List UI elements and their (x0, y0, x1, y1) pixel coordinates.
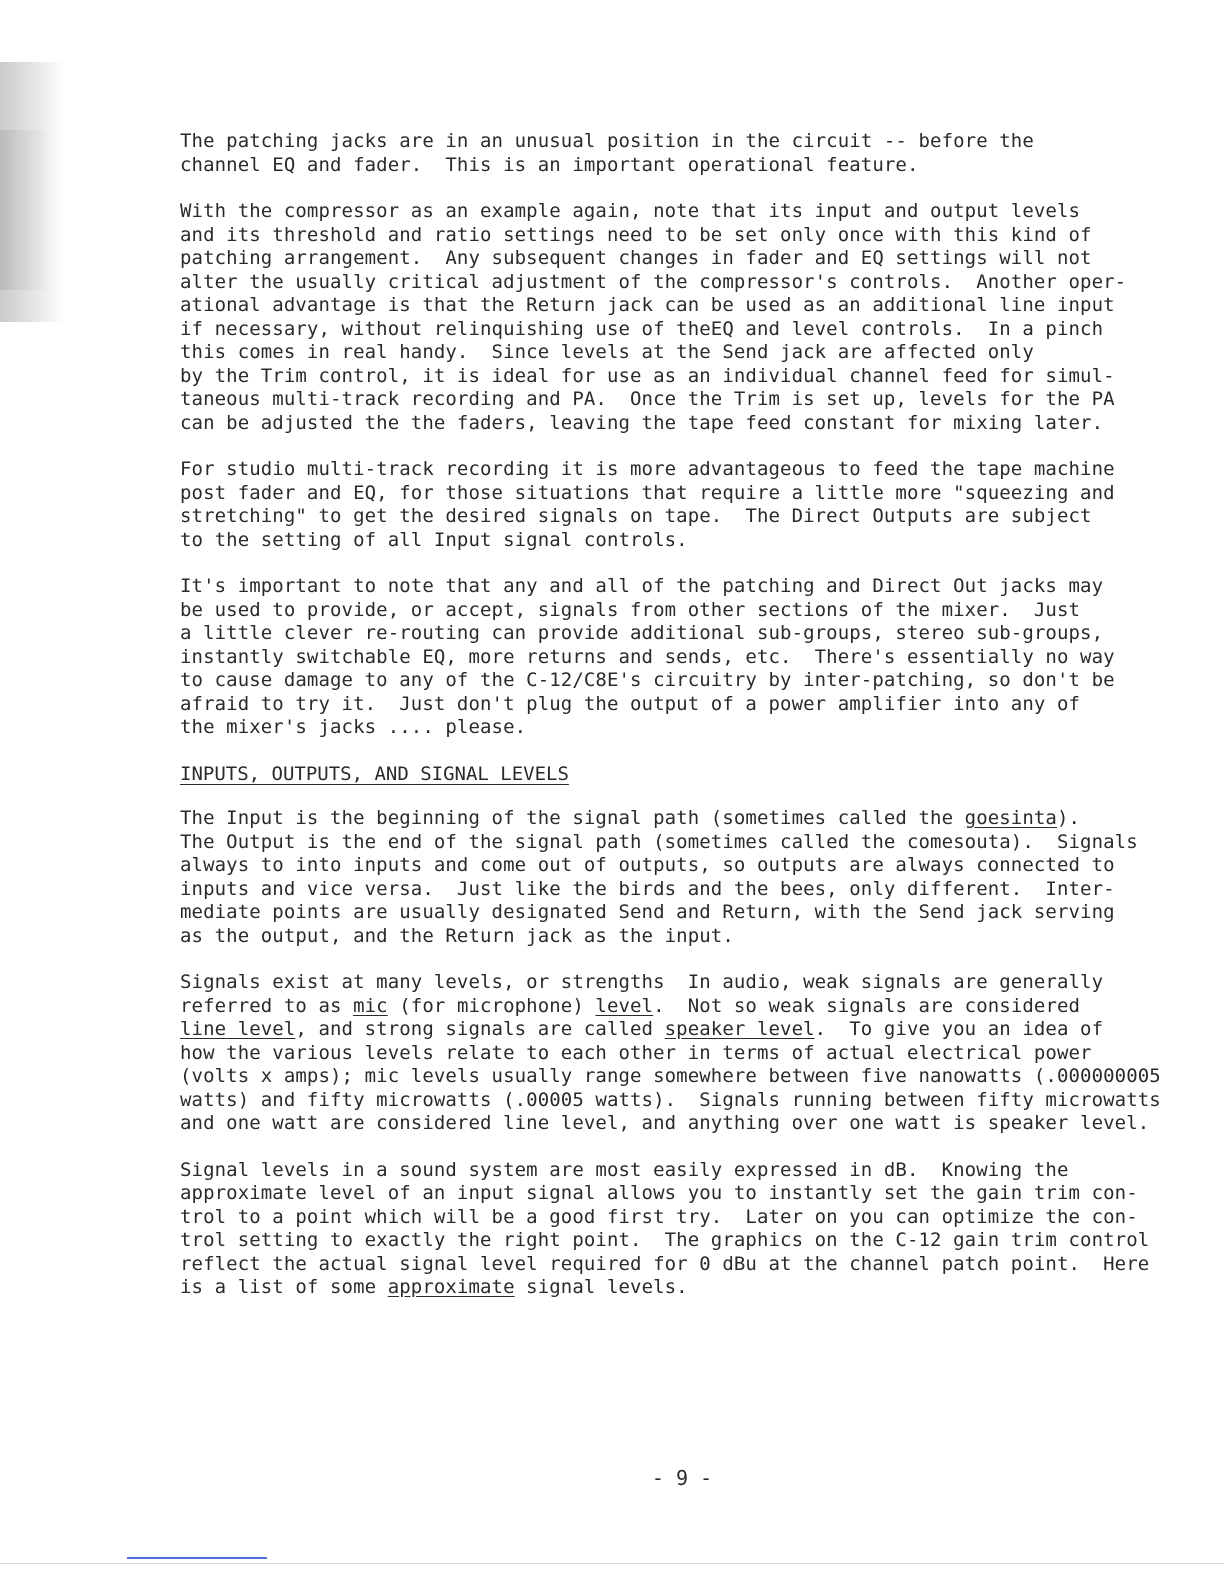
text-line: trol setting to exactly the right point. The graphics on the C-12 gain trim control (180, 1229, 1150, 1251)
text-line: stretching" to get the desired signals on tape. The Direct Outputs are subject (180, 505, 1092, 527)
text-line: and its threshold and ratio settings need to be set only once with this kind of (180, 223, 1092, 246)
text-fragment: The Input is the beginning of the signal path (sometimes called the (180, 807, 965, 829)
text-line: For studio multi-track recording it is more advantageous to feed the tape machine (180, 458, 1115, 480)
text-line: post fader and EQ, for those situations that require a little more "squeezing and (180, 481, 1115, 504)
text-fragment: (for microphone) (387, 994, 596, 1017)
paragraph-db-levels (180, 1159, 1180, 1300)
text-line: can be adjusted the the faders, leaving the tape feed constant for mixing later. (180, 411, 1104, 434)
text-line: always to into inputs and come out of outputs, so outputs are always connected to (180, 854, 1115, 876)
paragraph-inputs-outputs (180, 807, 1180, 948)
underlined-term: speaker level (664, 1018, 815, 1040)
scan-shadow-dark (0, 130, 50, 290)
text-line: watts) and fifty microwatts (.00005 watts). Signals running between fifty microwatts (180, 1088, 1161, 1111)
text-line: channel EQ and fader. This is an important operational feature. (180, 153, 919, 176)
scan-bottom-edge (0, 1563, 1224, 1564)
text-line: by the Trim control, it is ideal for use as an individual channel feed for simul- (180, 364, 1115, 387)
text-line: The Output is the end of the signal path (sometimes called the comesouta). Signals (180, 830, 1138, 853)
text-line: ational advantage is that the Return jack can be used as an additional line input (180, 294, 1115, 316)
text-line: a little clever re-routing can provide additional sub-groups, stereo sub-groups, (180, 622, 1104, 644)
text-line: if necessary, without relinquishing use of theEQ and level controls. In a pinch (180, 317, 1104, 340)
paragraph-compressor-example (180, 200, 1180, 435)
paragraph-patching-position (180, 130, 1180, 177)
page-body (180, 130, 1180, 1323)
text-line: inputs and vice versa. Just like the birds and the bees, only different. Inter- (180, 877, 1115, 900)
underlined-term: level (595, 994, 654, 1017)
underlined-term: approximate (387, 1276, 515, 1298)
underlined-term: line level (180, 1018, 296, 1040)
text-line: reflect the actual signal level required for 0 dBu at the channel patch point. Here (180, 1252, 1150, 1275)
text-line: mediate points are usually designated Send and Return, with the Send jack serving (180, 901, 1115, 923)
paragraph-patching-note (180, 575, 1180, 740)
underlined-term: mic (353, 994, 388, 1017)
text-line: and one watt are considered line level, and anything over one watt is speaker level. (180, 1112, 1150, 1134)
text-line: the mixer's jacks .... please. (180, 716, 527, 738)
section-heading-text: INPUTS, OUTPUTS, AND SIGNAL LEVELS (180, 762, 569, 785)
text-line: approximate level of an input signal allows you to instantly set the gain trim con- (180, 1182, 1138, 1204)
text-line: afraid to try it. Just don't plug the output of a power amplifier into any of (180, 692, 1081, 715)
paragraph-studio-recording (180, 458, 1180, 552)
scan-blue-mark (127, 1557, 267, 1559)
text-line: Signal levels in a sound system are most easily expressed in dB. Knowing the (180, 1158, 1069, 1181)
text-line: With the compressor as an example again, note that its input and output levels (180, 200, 1081, 222)
text-line: how the various levels relate to each other in terms of actual electrical power (180, 1041, 1092, 1064)
text-line: taneous multi-track recording and PA. Once the Trim is set up, levels for the PA (180, 388, 1115, 410)
paragraph-signal-levels (180, 971, 1180, 1136)
text-line: patching arrangement. Any subsequent changes in fader and EQ settings will not (180, 247, 1092, 269)
text-fragment: referred to as (180, 994, 354, 1017)
text-line: (volts x amps); mic levels usually range somewhere between five nanowatts (.000000005 (180, 1065, 1161, 1087)
underlined-term: goesinta (964, 807, 1057, 829)
text-line: trol to a point which will be a good first try. Later on you can optimize the con- (180, 1205, 1138, 1228)
text-line: Signals exist at many levels, or strengths In audio, weak signals are generally (180, 971, 1104, 993)
text-line: to the setting of all Input signal controls. (180, 528, 688, 551)
text-fragment: . Not so weak signals are considered (653, 994, 1081, 1017)
text-fragment: . To give you an idea of (814, 1018, 1104, 1040)
text-line: as the output, and the Return jack as the input. (180, 924, 734, 947)
text-fragment: ). (1056, 807, 1081, 829)
section-heading (180, 763, 1180, 787)
text-line: It's important to note that any and all of the patching and Direct Out jacks may (180, 575, 1104, 597)
text-line: to cause damage to any of the C-12/C8E's circuitry by inter-patching, so don't be (180, 669, 1115, 691)
text-line: this comes in real handy. Since levels at the Send jack are affected only (180, 341, 1034, 363)
page-number: - 9 - (651, 1466, 713, 1490)
text-line: instantly switchable EQ, more returns and sends, etc. There's essentially no way (180, 645, 1115, 668)
text-line: The patching jacks are in an unusual position in the circuit -- before the (180, 130, 1034, 152)
text-line: be used to provide, or accept, signals from other sections of the mixer. Just (180, 598, 1081, 621)
text-fragment: is a list of some (180, 1276, 388, 1298)
text-line: alter the usually critical adjustment of the compressor's controls. Another oper- (180, 270, 1127, 293)
text-fragment: , and strong signals are called (295, 1018, 665, 1040)
text-fragment: signal levels. (514, 1276, 688, 1298)
